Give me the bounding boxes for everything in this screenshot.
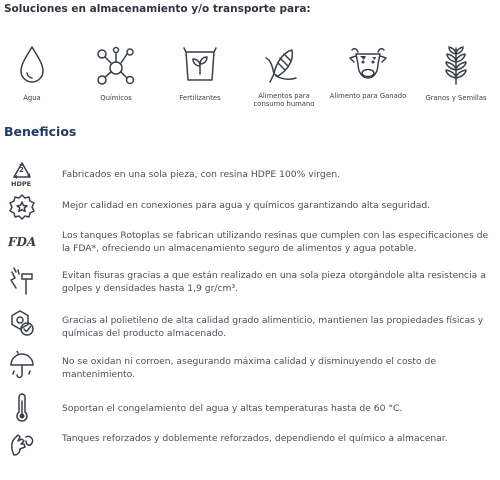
use-label: Alimento para Ganado — [329, 92, 407, 100]
hdpe-code: 2 — [19, 166, 24, 174]
uses-row — [0, 44, 500, 124]
benefit-text: Tanques reforzados y doblemente reforzados, dependiendo el químico a almacenar. — [62, 433, 448, 444]
thermometer-icon — [8, 392, 36, 422]
uses-title: Soluciones en almacenamiento y/o transporte para: — [4, 3, 311, 15]
umbrella-rain-icon — [8, 351, 36, 381]
reinforced-hand-icon — [8, 429, 36, 459]
benefit-text: No se oxidan ni corroen, asegurando máxima calidad y disminuyendo el costo de mantenimiento. — [62, 356, 436, 380]
benefit-text: Soportan el congelamiento del agua y altas temperaturas hasta de 60 °C. — [62, 403, 403, 414]
benefit-text: Gracias al polietileno de alta calidad grado alimenticio, mantienen las propiedades físicas y químicas del producto almacenado. — [62, 315, 484, 339]
wheat-icon — [434, 44, 478, 86]
corn-icon — [262, 44, 306, 86]
molecule-icon — [94, 44, 138, 86]
benefit-text: Mejor calidad en conexiones para agua y químicos garantizando alta seguridad. — [62, 200, 431, 211]
hammer-impact-icon — [8, 266, 36, 296]
benefits-title: Beneficios — [4, 124, 77, 139]
use-label: Granos y Semillas — [425, 94, 487, 102]
chemical-check-icon — [8, 308, 36, 338]
fertilizer-bag-icon — [178, 44, 222, 86]
hdpe-recycle-icon — [8, 161, 36, 191]
benefit-text: Fabricados en una sola pieza, con resina HDPE 100% virgen. — [62, 169, 341, 180]
cow-icon — [346, 44, 390, 86]
water-drop-icon — [10, 44, 54, 86]
use-label: Químicos — [100, 94, 132, 102]
fda-label: FDA — [8, 235, 37, 249]
quality-seal-icon — [8, 193, 36, 223]
hdpe-label: HDPE — [11, 180, 32, 188]
benefit-text: Evitan fisuras gracias a que están realizado en una sola pieza otorgándole alta resistencia a golpes y densidades hasta 1,9 gr/cm³. — [62, 270, 486, 294]
use-label: Alimentos para consumo humano — [253, 92, 315, 108]
benefit-text: Los tanques Rotoplas se fabrican utilizando resinas que cumplen con las especificaciones de la FDA*, ofreciendo un almacenamiento seguro de alimentos y agua potable. — [62, 230, 489, 254]
fda-icon — [8, 232, 36, 262]
use-label: Fertilizantes — [179, 94, 221, 102]
use-label: Agua — [23, 94, 41, 102]
